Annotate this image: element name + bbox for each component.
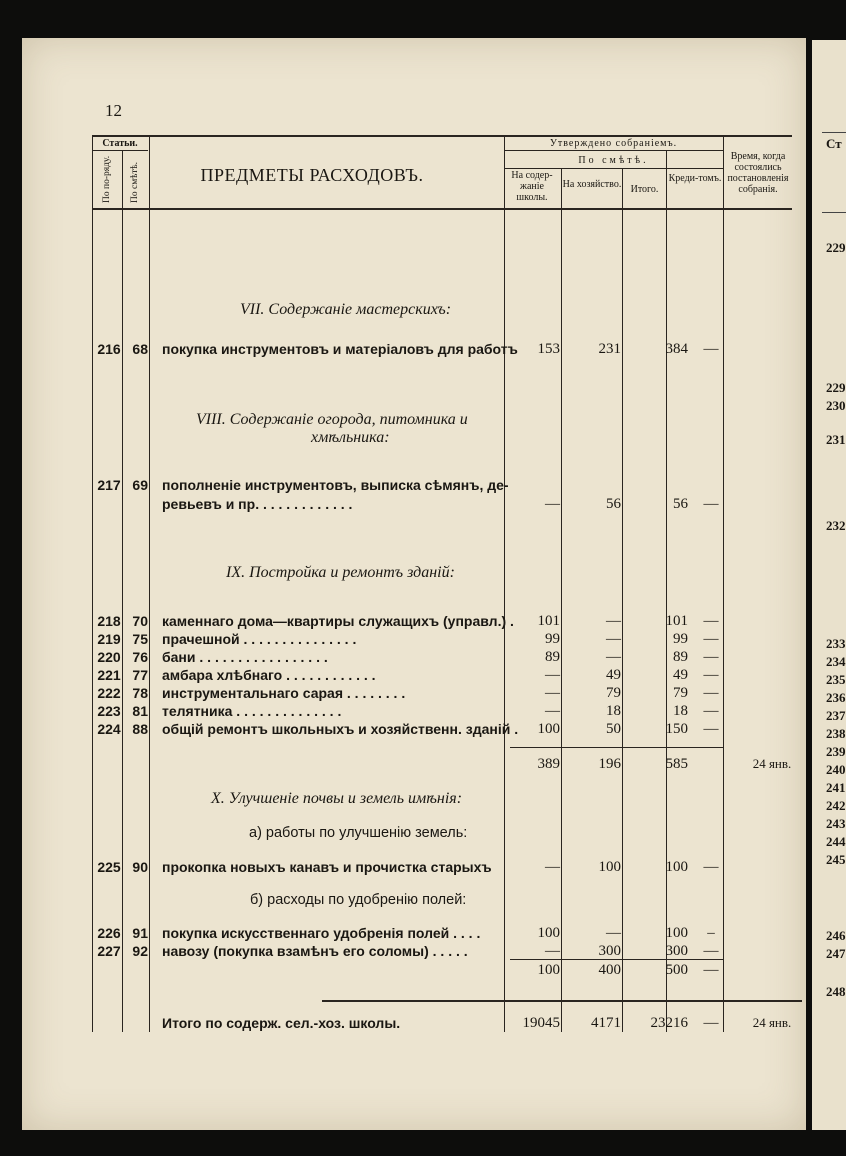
table-top-rule [92,135,792,137]
row-credit: — [703,685,719,701]
table-col-line [122,150,123,1032]
row-decision-date: 24 янв. [752,1015,792,1030]
section-heading: IX. Постройка и ремонтъ зданій: [226,564,455,581]
row-expense-item: навозу (покупка взамѣнъ его соломы) . . . . . [162,943,468,959]
row-school-amount: 153 [537,341,560,357]
row-credit: — [703,703,719,719]
row-credit: — [703,962,719,978]
row-expense-item: прачешной . . . . . . . . . . . . . . . [162,631,357,647]
row-farm-amount: 231 [598,341,621,357]
row-school-amount: — [545,685,560,701]
row-total-amount: 56 [673,496,688,512]
row-expense-item: покупка искусственнаго удобренія полей . . . . [162,925,481,941]
row-total-amount: 79 [673,685,688,701]
row-order-number: 219 [97,631,121,647]
row-total-amount: 101 [665,613,688,629]
row-school-amount: — [545,943,560,959]
row-school-amount: 389 [537,756,560,772]
row-smeta-number: 78 [132,685,148,701]
row-order-number: 227 [97,943,121,959]
row-farm-amount: 4171 [591,1015,621,1031]
table-row [92,477,792,495]
row-decision-date: 24 янв. [752,756,792,771]
adjacent-page-rule [822,212,846,213]
row-smeta-number: 76 [132,649,148,665]
table-col-line [561,168,562,1032]
row-expense-item: инструментальнаго сарая . . . . . . . . [162,685,406,701]
adjacent-page-number: 237 [826,708,846,723]
row-credit: — [703,859,719,875]
row-total-amount: 23216 [650,1015,688,1031]
row-credit: — [703,721,719,737]
row-smeta-number: 70 [132,613,148,629]
table-row [92,341,792,359]
row-smeta-number: 81 [132,703,148,719]
row-school-amount: — [545,859,560,875]
row-school-amount: — [545,496,560,512]
row-farm-amount: — [606,613,621,629]
row-credit: — [703,631,719,647]
table-row [92,631,792,649]
row-school-amount: 89 [545,649,560,665]
row-expense-item: прокопка новыхъ канавъ и прочистка старыхъ [162,859,492,875]
subtotal-rule [510,747,724,748]
row-total-amount: 18 [673,703,688,719]
row-credit: — [703,496,719,512]
row-order-number: 218 [97,613,121,629]
header-by-smeta: По смѣтѣ. [578,155,649,166]
table-col-line [504,135,505,1032]
row-total-amount: 89 [673,649,688,665]
section-heading: хмѣльника: [311,429,390,446]
row-farm-amount: — [606,649,621,665]
adjacent-page-number: 242 [826,798,846,813]
row-expense-item: ревьевъ и пр. . . . . . . . . . . . . [162,496,353,512]
row-expense-item: Итого по содерж. сел.-хоз. школы. [162,1015,401,1031]
row-credit: — [703,341,719,357]
section-heading: X. Улучшеніе почвы и земель имѣнія: [211,790,463,807]
row-school-amount: 19045 [522,1015,560,1031]
row-smeta-number: 92 [132,943,148,959]
row-order-number: 222 [97,685,121,701]
header-smeta-no: По смѣтѣ. [130,161,140,203]
row-smeta-number: 77 [132,667,148,683]
row-farm-amount: 400 [598,962,621,978]
adjacent-page-number: 235 [826,672,846,687]
row-credit: — [703,667,719,683]
table-row [92,859,792,877]
expenses-table [92,135,792,1032]
adjacent-page-number: 239 [826,744,846,759]
adjacent-page-number: 244 [826,834,846,849]
row-total-amount: 100 [665,925,688,941]
table-rule [504,168,724,169]
row-farm-amount: 18 [606,703,621,719]
row-order-number: 220 [97,649,121,665]
row-farm-amount: 196 [598,756,621,772]
section-heading: VIII. Содержаніе огорода, питомника и [196,411,468,428]
table-row [92,613,792,631]
row-order-number: 225 [97,859,121,875]
row-farm-amount: — [606,631,621,647]
adjacent-page-number: 232 [826,518,846,533]
table-row [92,943,792,961]
table-col-line [666,150,667,1032]
row-farm-amount: 79 [606,685,621,701]
table-row [92,685,792,703]
row-expense-item: телятника . . . . . . . . . . . . . . [162,703,342,719]
row-total-amount: 100 [665,859,688,875]
row-credit: – [707,925,715,941]
row-order-number: 216 [97,341,121,357]
table-row [92,721,792,739]
row-farm-amount: 50 [606,721,621,737]
row-order-number: 223 [97,703,121,719]
adjacent-page-number: 240 [826,762,846,777]
row-order-number: 221 [97,667,121,683]
adjacent-page-number: 243 [826,816,846,831]
header-total: Итого. [630,184,659,195]
row-smeta-number: 69 [132,477,148,493]
row-farm-amount: — [606,925,621,941]
adjacent-page-number: 230 [826,398,846,413]
adjacent-page-number: 241 [826,780,846,795]
header-farm: На хозяйство. [562,179,622,190]
row-school-amount: 100 [537,721,560,737]
adjacent-page-number: 238 [826,726,846,741]
table-row [92,649,792,667]
adjacent-page-number: 246 [826,928,846,943]
row-total-amount: 150 [665,721,688,737]
row-farm-amount: 100 [598,859,621,875]
adjacent-page-number: 248 [826,984,846,999]
adjacent-page-number: 234 [826,654,846,669]
section-heading: VII. Содержаніе мастерскихъ: [240,301,452,318]
row-order-number: 217 [97,477,121,493]
row-school-amount: 100 [537,925,560,941]
table-col-line [723,135,724,1032]
adjacent-page-number: 247 [826,946,846,961]
row-credit: — [703,943,719,959]
row-total-amount: 300 [665,943,688,959]
row-farm-amount: 300 [598,943,621,959]
row-credit: — [703,649,719,665]
subsection-heading: б) расходы по удобренію полей: [250,892,467,908]
adjacent-page [812,40,846,1130]
row-expense-item: амбара хлѣбнаго . . . . . . . . . . . . [162,667,376,683]
header-approved: Утверждено собраніемъ. [549,138,678,149]
table-rule [504,150,723,151]
table-row [92,667,792,685]
document-page [22,38,806,1130]
row-credit: — [703,1015,719,1031]
row-expense-item: покупка инструментовъ и матеріаловъ для работъ [162,341,518,357]
row-smeta-number: 91 [132,925,148,941]
table-row [92,925,792,943]
table-row [92,756,792,774]
row-school-amount: 101 [537,613,560,629]
adjacent-page-number: 233 [826,636,846,651]
header-order-no: По по-ряду. [102,155,112,203]
row-total-amount: 384 [665,341,688,357]
header-school: На содер-жаніе школы. [511,170,553,203]
header-articles: Статьи. [102,138,138,149]
total-rule [322,1000,802,1002]
adjacent-page-number: 229 [826,380,846,395]
row-school-amount: — [545,667,560,683]
adjacent-page-number: 245 [826,852,846,867]
table-col-line [92,135,93,1032]
row-school-amount: — [545,703,560,719]
row-smeta-number: 68 [132,341,148,357]
adjacent-page-rule [822,132,846,133]
row-school-amount: 100 [537,962,560,978]
adjacent-page-number: 229 [826,240,846,255]
row-smeta-number: 88 [132,721,148,737]
table-col-line [622,168,623,1032]
header-time: Время, когда состоялись постановленія собранія. [727,151,789,195]
table-row [92,496,792,514]
table-row [92,1015,792,1033]
table-title: ПРЕДМЕТЫ РАСХОДОВЪ. [200,165,424,185]
row-total-amount: 99 [673,631,688,647]
adjacent-page-number: 231 [826,432,846,447]
table-rule [92,150,148,151]
table-row [92,703,792,721]
row-farm-amount: 56 [606,496,621,512]
row-order-number: 226 [97,925,121,941]
row-order-number: 224 [97,721,121,737]
row-total-amount: 49 [673,667,688,683]
adjacent-page-header: Ст [826,136,842,151]
row-smeta-number: 75 [132,631,148,647]
row-expense-item: пополненіе инструментовъ, выписка сѣмянъ, де- [162,477,509,493]
row-smeta-number: 90 [132,859,148,875]
row-total-amount: 585 [665,756,688,772]
row-farm-amount: 49 [606,667,621,683]
row-expense-item: каменнаго дома—квартиры служащихъ (управл.) . [162,613,514,629]
row-total-amount: 500 [665,962,688,978]
table-row [92,962,792,980]
table-header-bottom-rule [92,208,792,210]
page-number: 12 [105,101,122,120]
header-credit: Креди-томъ. [668,173,722,184]
row-school-amount: 99 [545,631,560,647]
row-expense-item: бани . . . . . . . . . . . . . . . . . [162,649,328,665]
adjacent-page-number: 236 [826,690,846,705]
subsection-heading: а) работы по улучшенію земель: [249,825,468,841]
table-col-line [149,135,150,1032]
row-expense-item: общій ремонтъ школьныхъ и хозяйственн. зданій . [162,721,519,737]
row-credit: — [703,613,719,629]
